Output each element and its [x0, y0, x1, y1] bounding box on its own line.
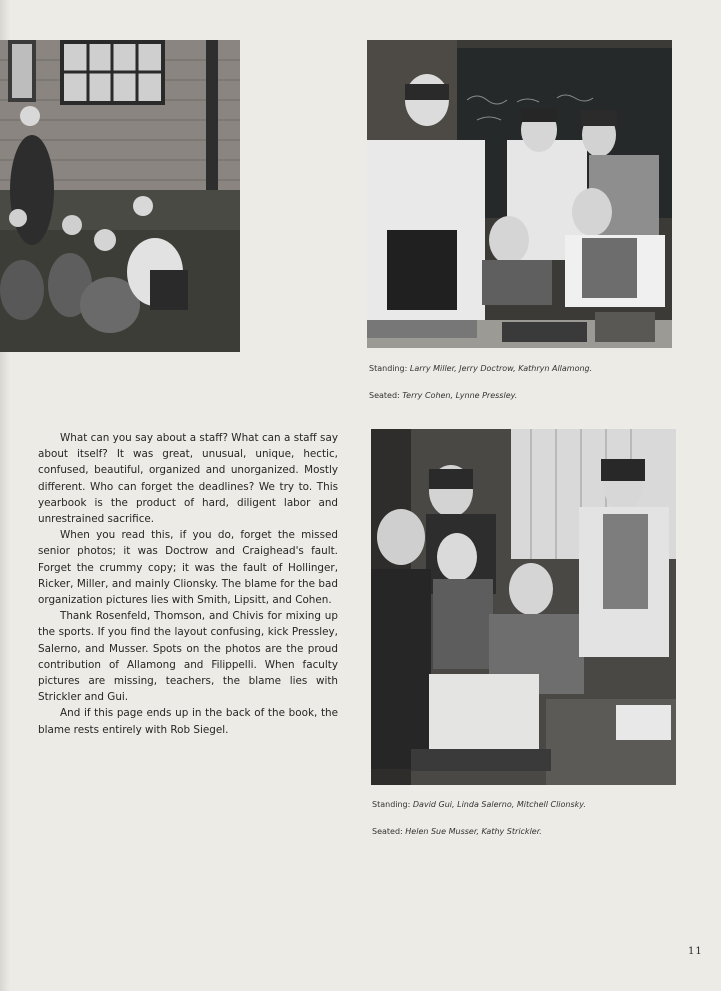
- staff-outdoors-image: [0, 40, 240, 352]
- top-photo-caption-standing: [369, 364, 592, 373]
- staff-classroom-photo: [367, 40, 672, 348]
- staff-outdoors-photo: [0, 40, 240, 352]
- staff-typewriter-photo: [371, 429, 676, 785]
- seated-label: Seated:: [369, 391, 400, 400]
- seated-names: Helen Sue Musser, Kathy Strickler.: [405, 827, 542, 836]
- bottom-photo-caption-standing: [372, 800, 586, 809]
- seated-label: Seated:: [372, 827, 403, 836]
- standing-names: David Gui, Linda Salerno, Mitchell Clionsky.: [412, 800, 586, 809]
- seated-names: Terry Cohen, Lynne Pressley.: [402, 391, 518, 400]
- top-photo-caption-seated: [369, 391, 517, 400]
- article-paragraph: When you read this, if you do, forget the missed senior photos; it was Doctrow and Craighead's fault. Forget the crummy copy; it was the fault of Hollinger, Ricker, Miller, and mainly Clionsky. The blame for the bad organization pictures lies with Smith, Lipsitt, and Cohen.: [38, 529, 338, 607]
- standing-label: Standing:: [369, 364, 408, 373]
- article-paragraph: Thank Rosenfeld, Thomson, and Chivis for mixing up the sports. If you find the layout confusing, kick Pressley, Salerno, and Musser. Spots on the photos are the proud contribution of Allamong and Filippelli. When faculty pictures are missing, teachers, the blame lies with Strickler and Gui.: [38, 610, 338, 704]
- staff-typewriter-image: [371, 429, 676, 785]
- standing-names: Larry Miller, Jerry Doctrow, Kathryn Allamong.: [409, 364, 593, 373]
- staff-classroom-image: [367, 40, 672, 348]
- staff-article: [38, 430, 338, 738]
- article-paragraph: What can you say about a staff? What can a staff say about itself? It was great, unusual, unique, hectic, confused, beautiful, organized and unorganized. Mostly different. Who can forget the deadlines? We try to. This yearbook is the product of hard, diligent labor and unrestrained sacrifice.: [38, 432, 338, 526]
- page-number: 11: [688, 946, 703, 957]
- article-paragraph: And if this page ends up in the back of the book, the blame rests entirely with Rob Siegel.: [38, 707, 338, 736]
- standing-label: Standing:: [372, 800, 411, 809]
- bottom-photo-caption-seated: [372, 827, 542, 836]
